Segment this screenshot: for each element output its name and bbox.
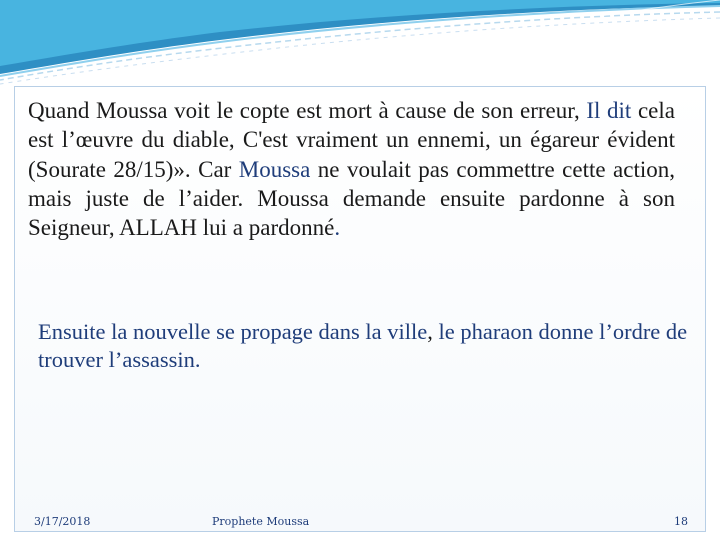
paragraph-secondary-text-3: le pharaon donne l’ordre de trouver l’assassin. <box>38 319 688 372</box>
paragraph-main-text-3: cela est l’œuvre du diable, C'est vraiment un ennemi, un égareur évident (Sourate 28/15)». Car <box>28 98 675 182</box>
paragraph-secondary-text-2: , <box>427 319 439 344</box>
paragraph-main-text-2: Il dit <box>586 98 632 123</box>
paragraph-secondary-text-1: Ensuite la nouvelle se propage dans la ville <box>38 319 428 344</box>
paragraph-secondary <box>38 318 688 374</box>
paragraph-main <box>28 96 675 242</box>
paragraph-main-text-5: ne voulait pas commettre cette action, mais juste de l’aider. Moussa demande ensuite pardonne à son Seigneur, ALLAH lui a pardonné <box>28 156 675 241</box>
header-wave-decoration <box>0 0 720 90</box>
footer-title: Prophete Moussa <box>212 515 310 528</box>
paragraph-main-text-1: Quand Moussa voit le copte est mort à cause de son erreur, <box>28 98 587 123</box>
paragraph-main-text-6: . <box>334 215 341 241</box>
footer-page-number: 18 <box>674 515 688 528</box>
paragraph-main-text-4: Moussa <box>238 156 311 182</box>
footer-date: 3/17/2018 <box>34 515 91 528</box>
